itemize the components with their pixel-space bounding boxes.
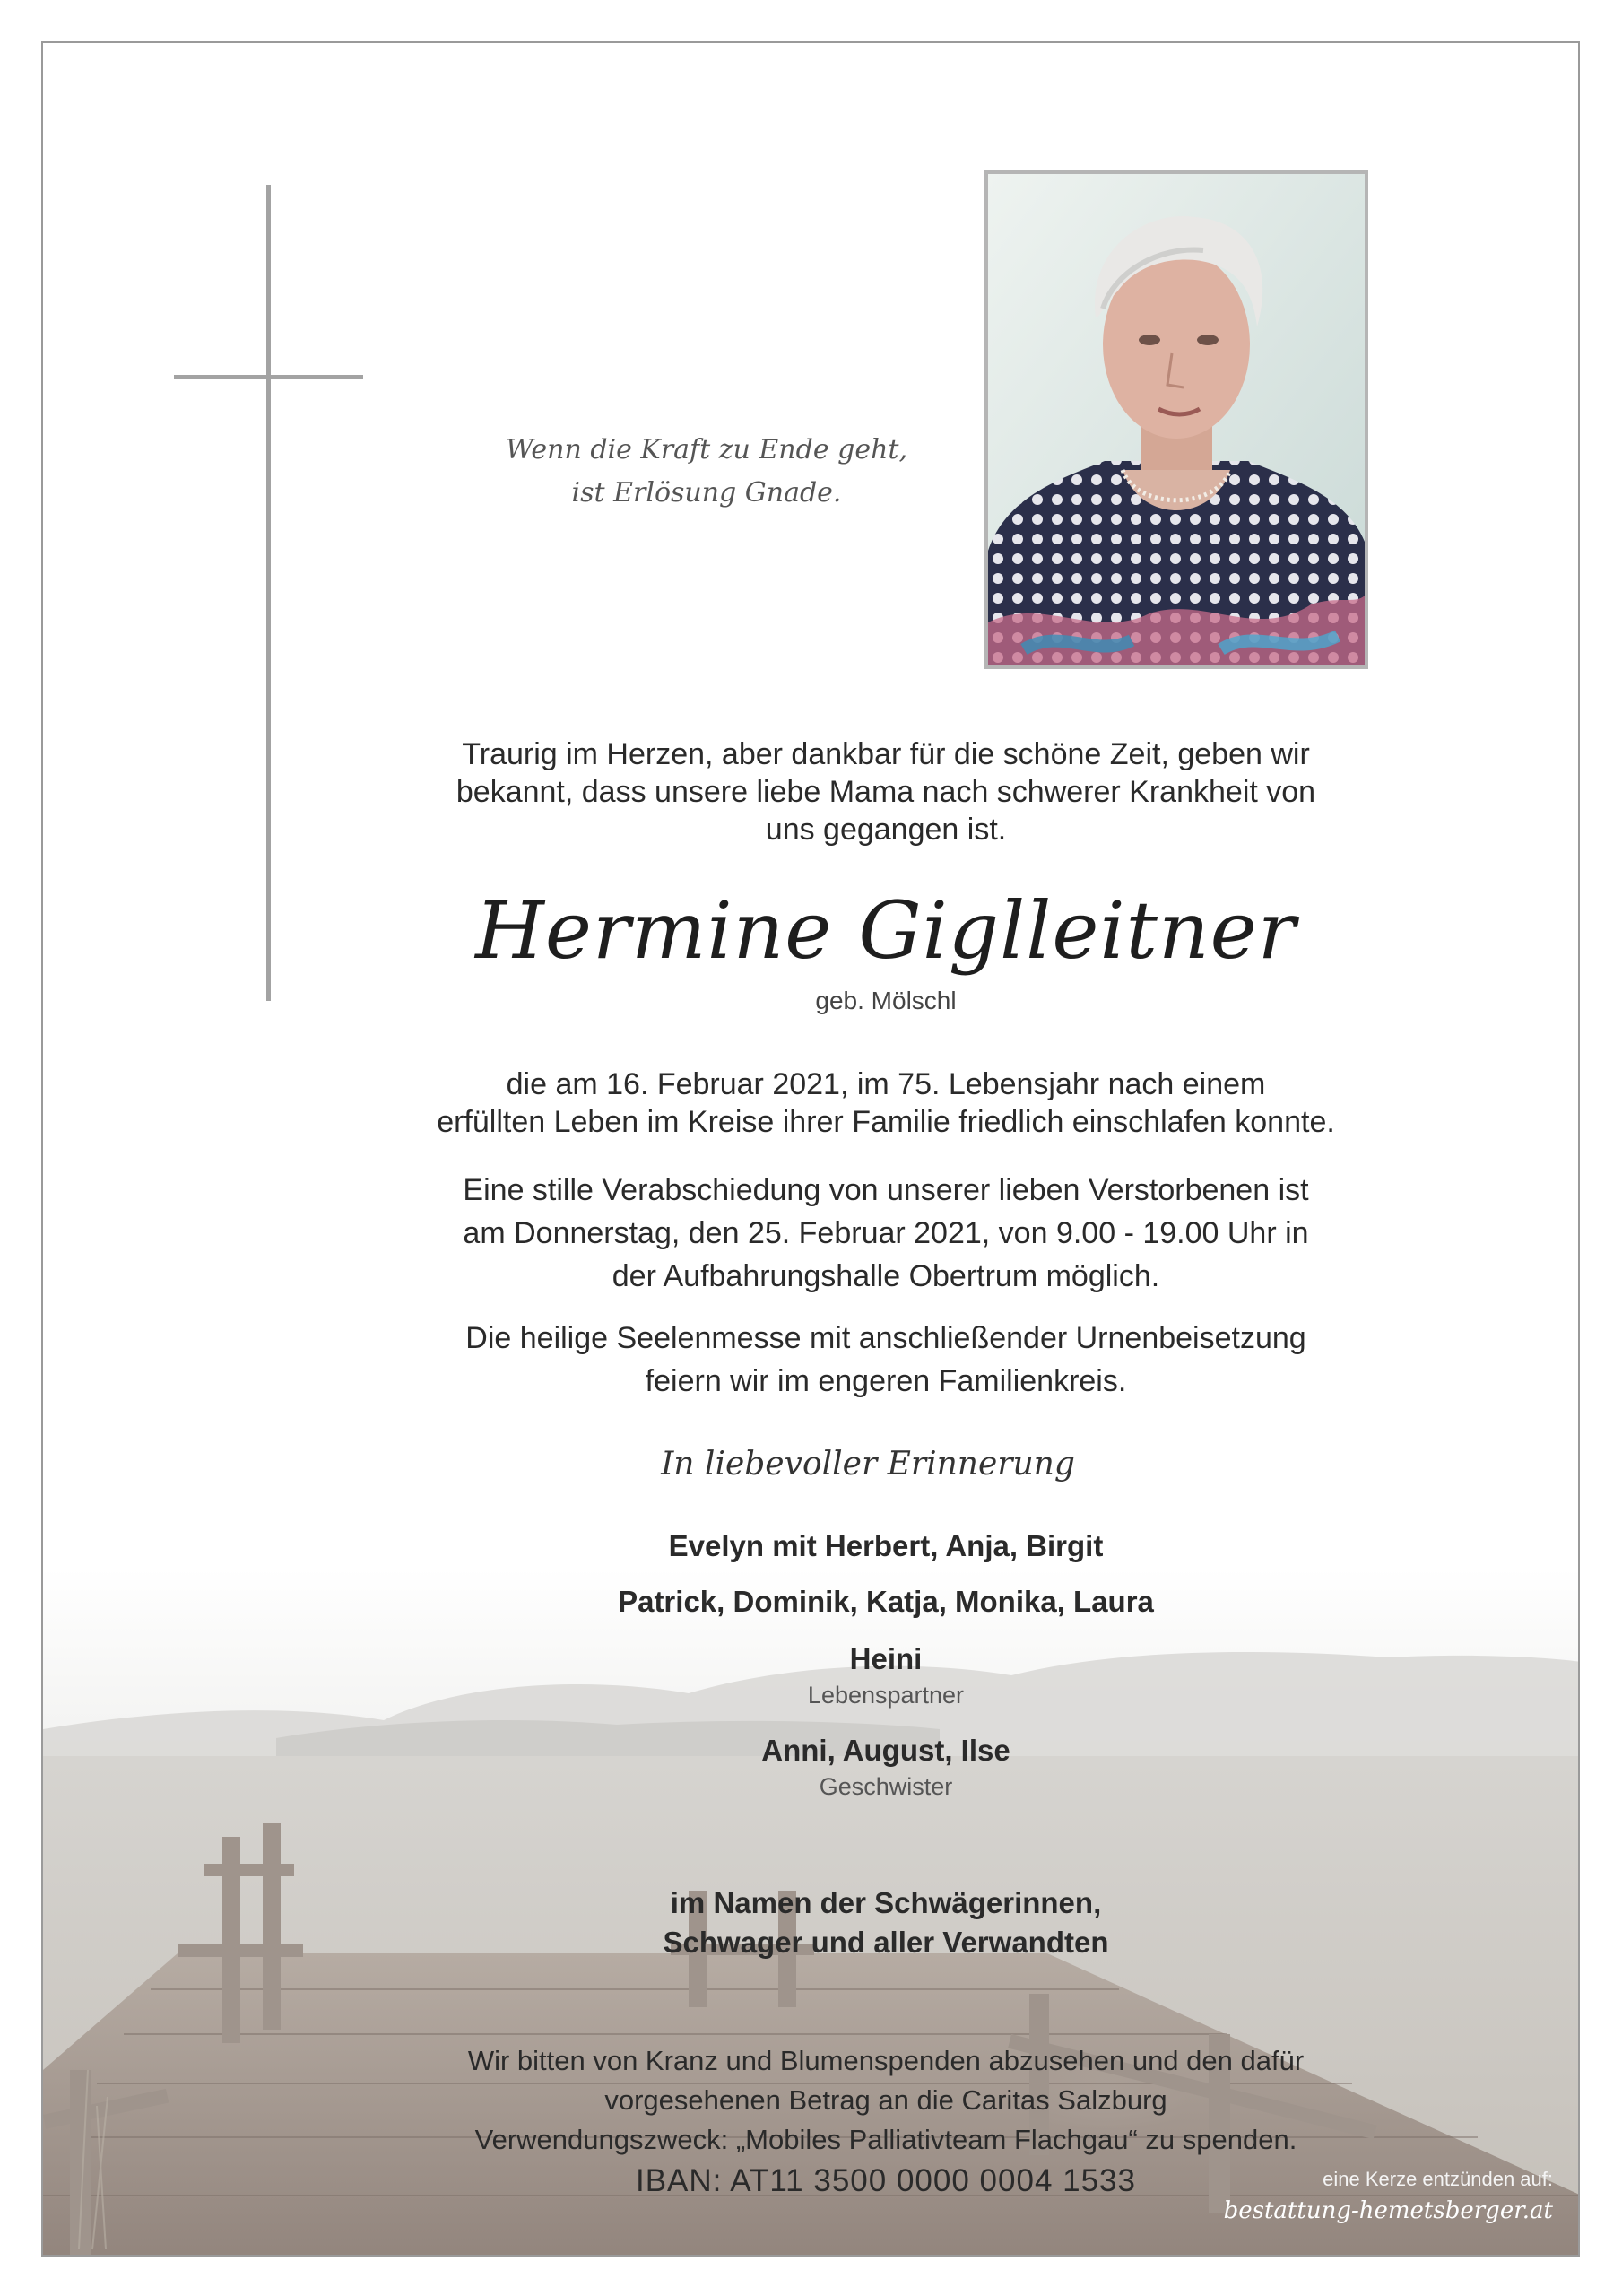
iban: IBAN: AT11 3500 0000 0004 1533 — [635, 2163, 1136, 2198]
donation-line: Wir bitten von Kranz und Blumenspenden abzusehen und den dafür — [467, 2045, 1305, 2076]
closing-text — [491, 1883, 1280, 1962]
farewell-line: der Aufbahrungshalle Obertrum möglich. — [612, 1259, 1160, 1293]
portrait-illustration — [988, 174, 1365, 665]
portrait-photo — [984, 170, 1368, 669]
obituary-card — [41, 41, 1580, 2257]
intro-line: Traurig im Herzen, aber dankbar für die schöne Zeit, geben wir — [462, 737, 1310, 771]
intro-line: bekannt, dass unsere liebe Mama nach schwerer Krankheit von — [455, 775, 1316, 809]
intro-text — [402, 735, 1370, 848]
candle-label: eine Kerze entzünden auf: — [1323, 2168, 1553, 2190]
family-role: Geschwister — [819, 1773, 953, 1800]
family-names: Evelyn mit Herbert, Anja, Birgit — [668, 1529, 1104, 1562]
family-names: Heini — [849, 1642, 923, 1675]
farewell-line: am Donnerstag, den 25. Februar 2021, von 9.00 - 19.00 Uhr in — [463, 1216, 1309, 1250]
memory-heading: In liebevoller Erinnerung — [661, 1446, 1075, 1483]
donation-line: vorgesehenen Betrag an die Caritas Salzburg — [604, 2084, 1167, 2116]
mass-text — [402, 1317, 1370, 1403]
farewell-line: Eine stille Verabschiedung von unserer lieben Verstorbenen ist — [463, 1173, 1309, 1207]
cross-icon — [266, 185, 271, 1001]
intro-line: uns gegangen ist. — [765, 813, 1007, 847]
death-line: erfüllten Leben im Kreise ihrer Familie friedlich einschlafen konnte. — [437, 1105, 1335, 1139]
death-line: die am 16. Februar 2021, im 75. Lebensjahr nach einem — [506, 1067, 1266, 1101]
candle-link[interactable]: bestattung-hemetsberger.at — [1223, 2197, 1553, 2224]
quote-line: Wenn die Kraft zu Ende geht, — [506, 434, 907, 465]
mass-line: feiern wir im engeren Familienkreis. — [645, 1364, 1127, 1398]
deceased-name: Hermine Giglleitner — [475, 884, 1297, 977]
maiden-name: geb. Mölschl — [815, 987, 957, 1014]
farewell-text — [402, 1169, 1370, 1298]
family-names: Anni, August, Ilse — [761, 1734, 1010, 1767]
death-text — [402, 1065, 1370, 1141]
mass-line: Die heilige Seelenmesse mit anschließender Urnenbeisetzung — [465, 1321, 1306, 1355]
cross-icon-bar — [174, 375, 363, 379]
closing-line: Schwager und aller Verwandten — [663, 1926, 1109, 1959]
family-role: Lebenspartner — [807, 1682, 965, 1709]
donation-text — [402, 2041, 1370, 2203]
family-names: Patrick, Dominik, Katja, Monika, Laura — [618, 1585, 1154, 1618]
quote — [438, 429, 976, 515]
closing-line: im Namen der Schwägerinnen, — [670, 1886, 1102, 1919]
donation-line: Verwendungszweck: „Mobiles Palliativteam Flachgau“ zu spenden. — [474, 2124, 1297, 2155]
quote-line: ist Erlösung Gnade. — [571, 477, 842, 509]
